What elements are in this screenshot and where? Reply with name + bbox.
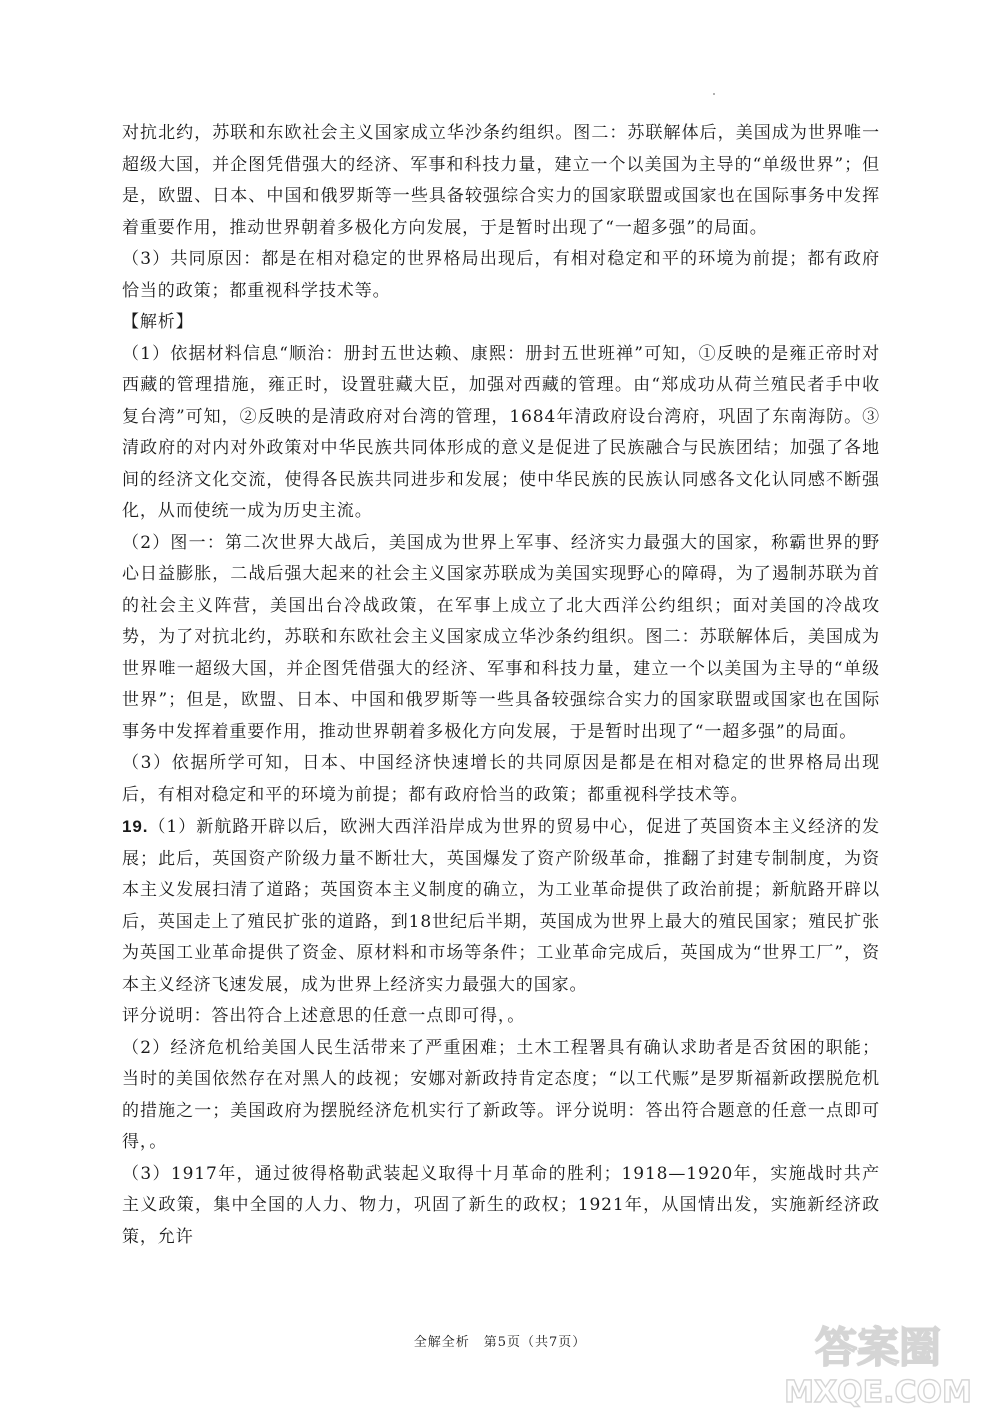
watermark-logo: [778, 1318, 978, 1410]
question-number: 19.: [122, 817, 149, 836]
paragraph-answer-3: （3）共同原因：都是在相对稳定的世界格局出现后，有相对稳定和平的环境为前提；都有政府恰当的政策；都重视科学技术等。: [122, 249, 880, 301]
watermark-text-top: 答案圈: [814, 1323, 942, 1372]
paragraph-continuation: 对抗北约，苏联和东欧社会主义国家成立华沙条约组织。图二：苏联解体后，美国成为世界唯一超级大国，并企图凭借强大的经济、军事和科技力量，建立一个以美国为主导的“单级世界”；但是，欧盟、日本、中国和俄罗斯等一些具备较强综合实力的国家联盟或国家也在国际事务中发挥着重要作用，推动世界朝着多极化方向发展，于是暂时出现了“一超多强”的局面。: [122, 123, 880, 238]
page-footer: 全解全析 第5页（共7页）: [413, 1335, 587, 1350]
question-19-part-2: （2）经济危机给美国人民生活带来了严重困难；土木工程署具有确认求助者是否贫困的职能；当时的美国依然存在对黑人的歧视；安娜对新政持肯定态度；“以工代赈”是罗斯福新政摆脱危机的措施之一；美国政府为摆脱经济危机实行了新政等。评分说明：答出符合题意的任意一点即可得，。: [122, 1037, 880, 1152]
document-body: [122, 118, 880, 1253]
scoring-note-1: 评分说明：答出符合上述意思的任意一点即可得，。: [122, 1006, 526, 1026]
paragraph-analysis-2: （2）图一：第二次世界大战后，美国成为世界上军事、经济实力最强大的国家，称霸世界的野心日益膨胀，二战后强大起来的社会主义国家苏联成为美国实现野心的障碍，为了遏制苏联为首的社会主义阵营，美国出台冷战政策，在军事上成立了北大西洋公约组织；面对美国的冷战攻势，为了对抗北约，苏联和东欧社会主义国家成立华沙条约组织。图二：苏联解体后，美国成为世界唯一超级大国，并企图凭借强大的经济、军事和科技力量，建立一个以美国为主导的“单级世界”；但是，欧盟、日本、中国和俄罗斯等一些具备较强综合实力的国家联盟或国家也在国际事务中发挥着重要作用，推动世界朝着多极化方向发展，于是暂时出现了“一超多强”的局面。: [122, 532, 880, 742]
scan-speck: [713, 93, 715, 95]
question-19-part-3: （3）1917年，通过彼得格勒武装起义取得十月革命的胜利；1918—1920年，实施战时共产主义政策，集中全国的人力、物力，巩固了新生的政权；1921年，从国情出发，实施新经济政策，允许: [122, 1163, 880, 1247]
paragraph-analysis-3: （3）依据所学可知，日本、中国经济快速增长的共同原因是都是在相对稳定的世界格局出现后，有相对稳定和平的环境为前提；都有政府恰当的政策；都重视科学技术等。: [122, 753, 880, 805]
analysis-heading: 【解析】: [122, 312, 194, 332]
question-19-part-1: [122, 811, 880, 1001]
watermark-text-bottom: MXQE.COM: [784, 1375, 972, 1410]
paragraph-analysis-1: （1）依据材料信息“顺治：册封五世达赖、康熙：册封五世班禅”可知，①反映的是雍正帝时对西藏的管理措施，雍正时，设置驻藏大臣，加强对西藏的管理。由“郑成功从荷兰殖民者手中收复台湾”可知，②反映的是清政府对台湾的管理，1684年清政府设台湾府，巩固了东南海防。③清政府的对内对外政策对中华民族共同体形成的意义是促进了民族融合与民族团结；加强了各地间的经济文化交流，使得各民族共同进步和发展；使中华民族的民族认同感各文化认同感不断强化，从而使统一成为历史主流。: [122, 343, 880, 521]
question-19-part-1-text: （1）新航路开辟以后，欧洲大西洋沿岸成为世界的贸易中心，促进了英国资本主义经济的发展；此后，英国资产阶级力量不断壮大，英国爆发了资产阶级革命，推翻了封建专制制度，为资本主义发展扫清了道路；英国资本主义制度的确立，为工业革命提供了政治前提；新航路开辟以后，英国走上了殖民扩张的道路，到18世纪后半期，英国成为世界上最大的殖民国家；殖民扩张为英国工业革命提供了资金、原材料和市场等条件；工业革命完成后，英国成为“世界工厂”，资本主义经济飞速发展，成为世界上经济实力最强大的国家。: [122, 817, 880, 995]
